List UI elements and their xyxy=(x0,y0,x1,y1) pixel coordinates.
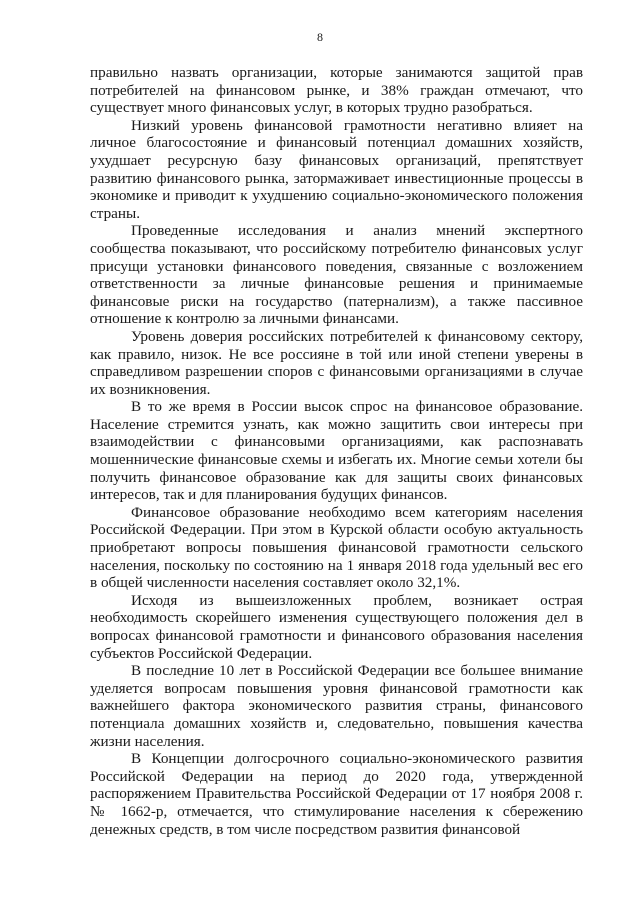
paragraph: В то же время в России высок спрос на финансовое образование. Население стремится узнать, как можно защитить свои интересы при взаимодействии с финансовыми организациями, как распознавать мошеннические финансовые схемы и избегать их. Многие семьи хотели бы получить финансовое образование как для защиты своих финансовых интересов, так и для планирования будущих финансов. xyxy=(90,398,583,504)
page-number: 8 xyxy=(317,30,323,44)
paragraph: правильно назвать организации, которые занимаются защитой прав потребителей на финансовом рынке, и 38% граждан отмечают, что существует много финансовых услуг, в которых трудно разобраться. xyxy=(90,64,583,117)
body-text xyxy=(90,64,583,838)
paragraph: Проведенные исследования и анализ мнений экспертного сообщества показывают, что российскому потребителю финансовых услуг присущи установки финансового поведения, связанные с возложением ответственности за личные финансовые решения и принимаемые финансовые риски на государство (патернализм), а также пассивное отношение к контролю за личными финансами. xyxy=(90,222,583,328)
paragraph: Финансовое образование необходимо всем категориям населения Российской Федерации. При этом в Курской области особую актуальность приобретают вопросы повышения финансовой грамотности сельского населения, поскольку по состоянию на 1 января 2018 года удельный вес его в общей численности населения составляет около 32,1%. xyxy=(90,503,583,592)
paragraph: Низкий уровень финансовой грамотности негативно влияет на личное благосостояние и финансовый потенциал домашних хозяйств, ухудшает ресурсную базу финансовых организаций, препятствует развитию финансового рынка, затормаживает инвестиционные процессы в экономике и приводит к ухудшению социально-экономического положения страны. xyxy=(90,116,583,222)
paragraph: В Концепции долгосрочного социально-экономического развития Российской Федерации на период до 2020 года, утвержденной распоряжением Правительства Российской Федерации от 17 ноября 2008 г. № 1662-р, отмечается, что стимулирование населения к сбережению денежных средств, в том числе посредством развития финансовой xyxy=(90,750,583,838)
paragraph: Исходя из вышеизложенных проблем, возникает острая необходимость скорейшего изменения существующего положения дел в вопросах финансовой грамотности и финансового образования населения субъектов Российской Федерации. xyxy=(90,591,583,662)
paragraph: В последние 10 лет в Российской Федерации все большее внимание уделяется вопросам повышения уровня финансовой грамотности как важнейшего фактора экономического развития страны, финансового потенциала домашних хозяйств и, следовательно, повышения качества жизни населения. xyxy=(90,662,583,750)
paragraph: Уровень доверия российских потребителей к финансовому сектору, как правило, низок. Не все россияне в той или иной степени уверены в справедливом разрешении споров с финансовыми организациями в случае их возникновения. xyxy=(90,327,583,398)
